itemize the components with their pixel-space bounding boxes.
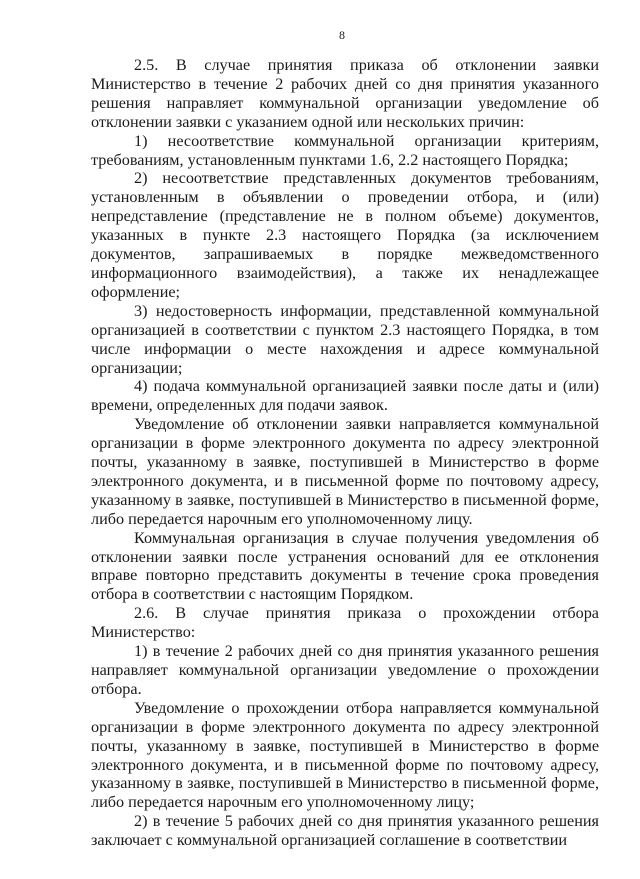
paragraph-rejection-notice: Уведомление об отклонении заявки направляется коммунальной организации в форме электронного документа по адресу электронной почты, указанному в заявке, поступившей в Министерство в форме электронного документа, и в письменной форме по почтовому адресу, указанному в заявке, поступившей в Министерство в письменной форме, либо передается нарочным его уполномоченному лицу. bbox=[91, 415, 599, 528]
paragraph-2-5: 2.5. В случае принятия приказа об отклонении заявки Министерство в течение 2 рабочих дней со дня принятия указанного решения направляет коммунальной организации уведомление об отклонении заявки с указанием одной или нескольких причин: bbox=[91, 56, 599, 131]
paragraph-reason-1: 1) несоответствие коммунальной организации критериям, требованиям, установленным пунктами 1.6, 2.2 настоящего Порядка; bbox=[91, 131, 599, 169]
paragraph-resubmission: Коммунальная организация в случае получения уведомления об отклонении заявки после устранения оснований для ее отклонения вправе повторно представить документы в течение срока проведения отбора в соответствии с настоящим Порядком. bbox=[91, 528, 599, 604]
paragraph-reason-4: 4) подача коммунальной организацией заявки после даты и (или) времени, определенных для подачи заявок. bbox=[91, 377, 599, 415]
paragraph-step-2: 2) в течение 5 рабочих дней со дня принятия указанного решения заключает с коммунальной организацией соглашение в соответствии bbox=[91, 812, 599, 850]
document-page bbox=[91, 26, 599, 850]
paragraph-reason-3: 3) недостоверность информации, представленной коммунальной организацией в соответствии с пунктом 2.3 настоящего Порядка, в том числе информации о месте нахождения и адресе коммунальной организации; bbox=[91, 301, 599, 377]
paragraph-2-6: 2.6. В случае принятия приказа о прохождении отбора Министерство: bbox=[91, 604, 599, 642]
paragraph-reason-2: 2) несоответствие представленных документов требованиям, установленным в объявлении о проведении отбора, и (или) непредставление (представление не в полном объеме) документов, указанных в пункте 2.3 настоящего Порядка (за исключением документов, запрашиваемых в порядке межведомственного информационного взаимодействия), а также их ненадлежащее оформление; bbox=[91, 169, 599, 301]
page-number: 8 bbox=[339, 28, 345, 42]
paragraph-pass-notice: Уведомление о прохождении отбора направляется коммунальной организации в форме электронного документа по адресу электронной почты, указанному в заявке, поступившей в Министерство в форме электронного документа, и в письменной форме по почтовому адресу, указанному в заявке, поступившей в Министерство в письменной форме, либо передается нарочным его уполномоченному лицу; bbox=[91, 698, 599, 812]
paragraph-step-1: 1) в течение 2 рабочих дней со дня принятия указанного решения направляет коммунальной организации уведомление о прохождении отбора. bbox=[91, 642, 599, 698]
